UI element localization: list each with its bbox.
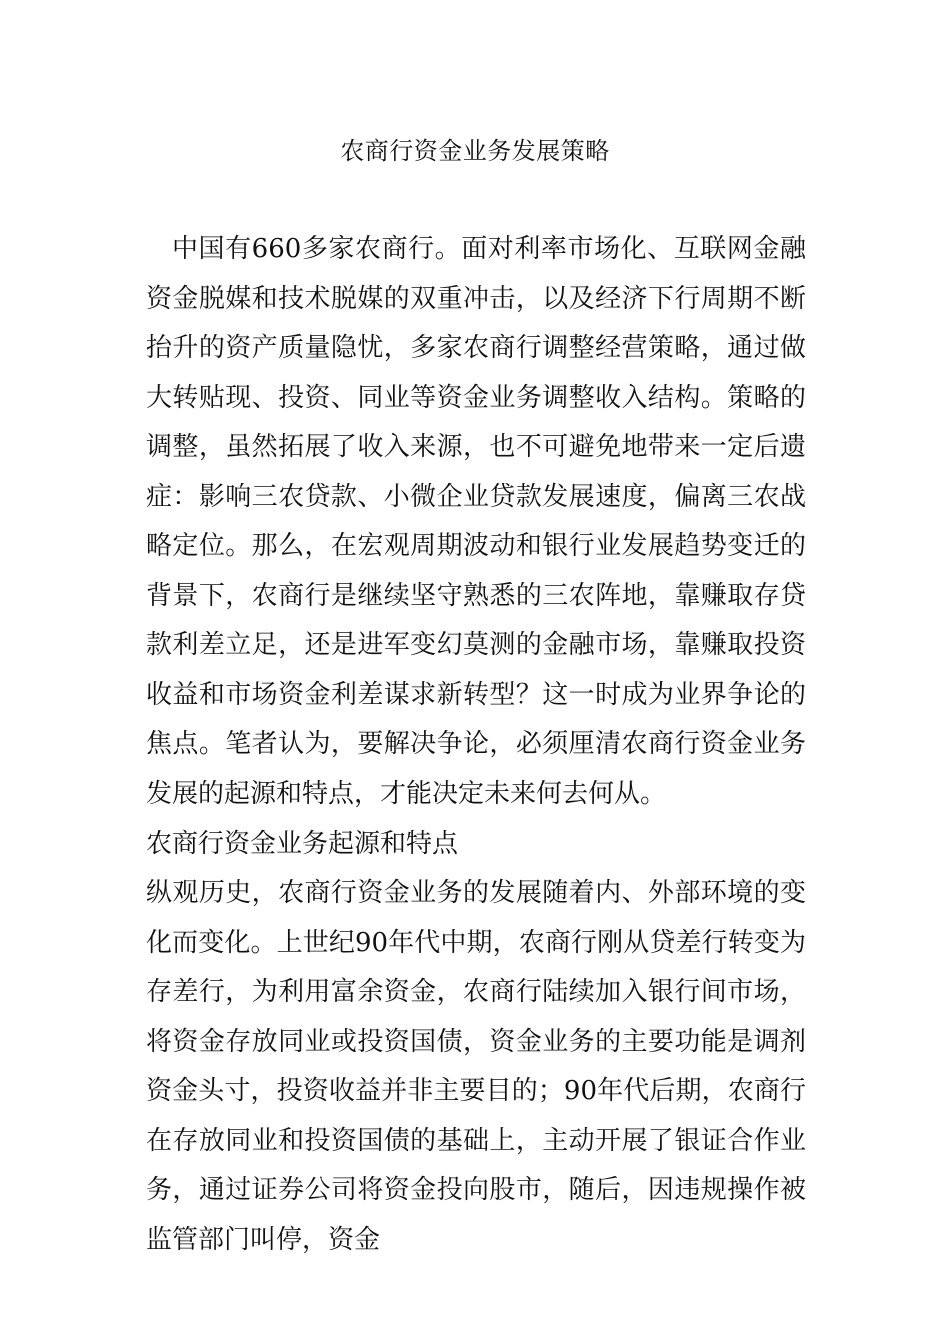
document-title: 农商行资金业务发展策略 xyxy=(340,137,610,165)
intro-paragraph-text: 中国有660多家农商行。面对利率市场化、互联网金融资金脱媒和技术脱媒的双重冲击，以及经济下行周期不断抬升的资产质量隐忧，多家农商行调整经营策略，通过做大转贴现、投资、同业等资金业务调整收入结构。策略的调整，虽然拓展了收入来源，也不可避免地带来一定后遗症：影响三农贷款、小微企业贷款发展速度，偏离三农战略定位。那么，在宏观周期波动和银行业发展趋势变迁的背景下，农商行是继续坚守熟悉的三农阵地，靠赚取存贷款利差立足，还是进军变幻莫测的金融市场，靠赚取投资收益和市场资金利差谋求新转型？这一时成为业界争论的焦点。笔者认为，要解决争论，必须厘清农商行资金业务发展的起源和特点，才能决定未来何去何从。 xyxy=(146,234,806,809)
section-paragraph-text: 纵观历史，农商行资金业务的发展随着内、外部环境的变化而变化。上世纪90年代中期，农商行刚从贷差行转变为存差行，为利用富余资金，农商行陆续加入银行间市场，将资金存放同业或投资国债，资金业务的主要功能是调剂资金头寸，投资收益并非主要目的；90年代后期，农商行在存放同业和投资国债的基础上，主动开展了银证合作业务，通过证券公司将资金投向股市，随后，因违规操作被监管部门叫停，资金 xyxy=(146,878,806,1255)
section-paragraph xyxy=(146,869,806,1265)
section-heading xyxy=(146,820,806,870)
section-heading-text: 农商行资金业务起源和特点 xyxy=(146,829,459,859)
intro-paragraph xyxy=(146,225,806,819)
